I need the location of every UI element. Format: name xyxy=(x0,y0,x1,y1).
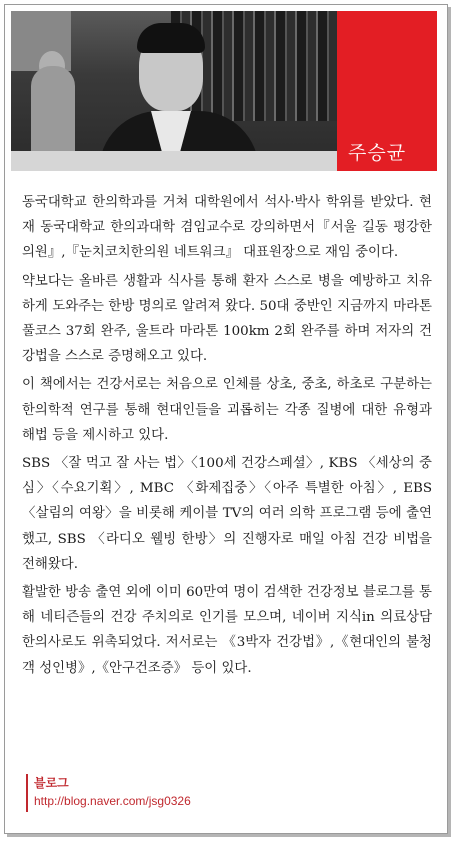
author-name: 주승균 xyxy=(348,142,407,164)
blog-link[interactable]: http://blog.naver.com/jsg0326 xyxy=(34,794,191,808)
blog-label: 블로그 xyxy=(34,776,69,790)
bio-paragraph: SBS 〈잘 먹고 잘 사는 법〉〈100세 건강스페셜〉, KBS 〈세상의 중심〉〈수요기획〉, MBC 〈화제집중〉〈아주 특별한 아침〉, EBS 〈살림의 여왕〉을 비롯해 케이블 TV의 여러 의학 프로그램 등에 출연했고, SBS 〈라디오 웰빙 한방〉의 진행자로 매일 아침 건강 비법을 전해왔다. xyxy=(22,456,432,572)
author-bio xyxy=(22,190,432,684)
bio-paragraph: 활발한 방송 출연 외에 이미 60만여 명이 검색한 건강정보 블로그를 통해 네티즌들의 건강 주치의로 인기를 모으며, 네이버 지식in 의료상담 한의사로도 위촉되었다. 저서로는 《3박자 건강법》,《현대인의 불청객 성인병》,《안구건조증》 등이 있다. xyxy=(22,585,432,676)
bio-paragraph: 동국대학교 한의학과를 거쳐 대학원에서 석사·박사 학위를 받았다. 현재 동국대학교 한의과대학 겸임교수로 강의하면서『서울 길동 평강한의원』,『눈치코치한의원 네트워크』 대표원장으로 재임 중이다. xyxy=(22,195,432,261)
bio-paragraph: 이 책에서는 건강서로는 처음으로 인체를 상초, 중초, 하초로 구분하는 한의학적 연구를 통해 현대인들을 괴롭히는 각종 질병에 대한 유형과 해법 등을 제시하고 있다. xyxy=(22,377,432,443)
bio-paragraph: 약보다는 올바른 생활과 식사를 통해 환자 스스로 병을 예방하고 치유하게 도와주는 한방 명의로 알려져 왔다. 50대 중반인 지금까지 마라톤 풀코스 37회 완주, 울트라 마라톤 100km 2회 완주를 하며 저자의 건강법을 스스로 증명해오고 있다. xyxy=(22,273,432,365)
blog-accent-bar xyxy=(26,774,28,812)
author-photo xyxy=(11,11,337,171)
